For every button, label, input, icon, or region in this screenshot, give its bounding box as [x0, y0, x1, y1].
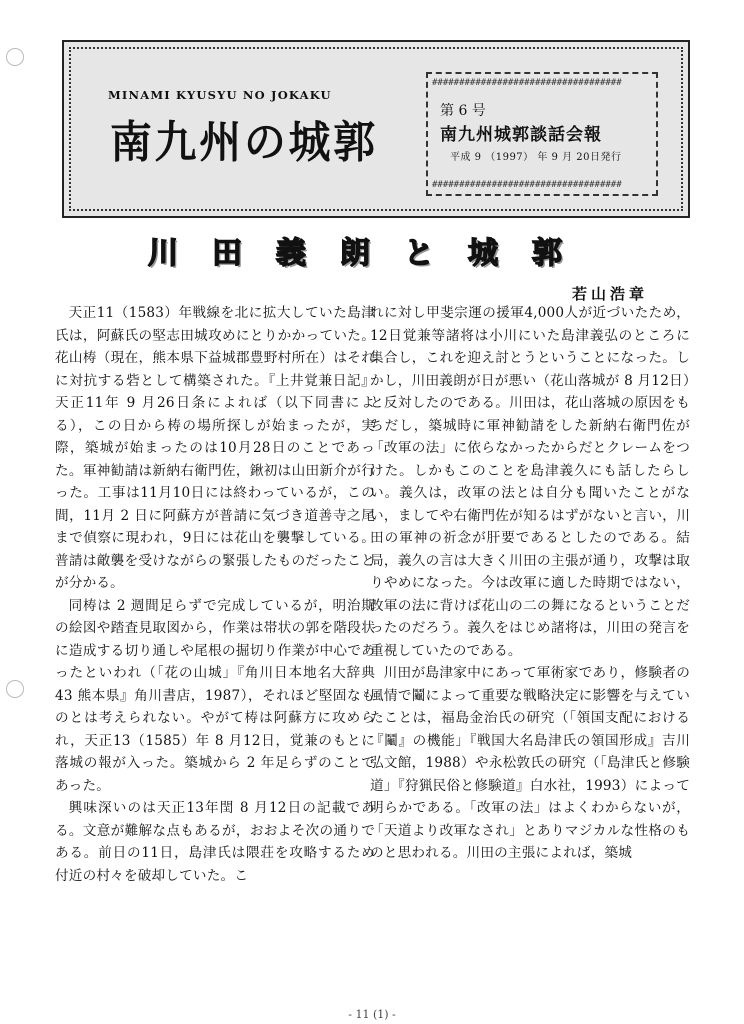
- paragraph: 同梼は 2 週間足らずで完成しているが，明治期の絵図や踏査見取図から，作業は帯状の郭を階段状に造成する切り通しや尾根の掘切り作業が中心であったといわれ（「花の山城」『角川日本地名大辞典 43 熊本県』角川書店，1987），それほど堅固なものとは考えられない。やがて梼は阿蘇方に攻められ，天正13（1585）年 8 月12日，覚兼のもとに落城の報が入った。築城から 2 年足らずのことであった。: [55, 597, 375, 794]
- issue-number: 第 6 号: [440, 103, 486, 119]
- hash-border-top: ###################################: [432, 78, 622, 88]
- masthead-title: 南九州の城郭: [110, 117, 378, 168]
- publication-date: 平成 9 （1997） 年 9 月 20日発行: [450, 152, 622, 163]
- paragraph: れに対し甲斐宗運の援軍4,000人が近づいたため，12日覚兼等諸将は小川にいた島津義弘のところに集合し，これを迎え討とうということになった。しかし，川田義朗が日が悪い（花山落城が 8 月12日）と反対したのである。川田は，花山落城の原因をもちだし，築城時に軍神勧請をした新納右衛門佐が「改軍の法」に依らなかったからだとクレームをつけた。しかもこのことを島津義久にも話したらしい。義久は，改軍の法とは自分も聞いたことがない，ましてや右衛門佐が知るはずがないと言い，川田の軍神の祈念が肝要であるとしたのである。結局，義久の言は大きく川田の主張が通り，攻撃は取りやめになった。今は改軍に適した時期ではない，改軍の法に背けば花山の二の舞になるということだったのだろう。義久をはじめ諸将は，川田の発言を重視していたのである。: [370, 305, 690, 659]
- right-column: [370, 302, 690, 865]
- masthead-english-title: MINAMI KYUSYU NO JOKAKU: [108, 88, 332, 102]
- page-number: - 11 (1) -: [348, 1008, 396, 1021]
- binder-hole-bottom: [6, 680, 24, 698]
- issue-info-box: [426, 72, 658, 196]
- hash-border-bottom: ###################################: [432, 180, 622, 190]
- masthead: [62, 40, 690, 218]
- article-author: 若山浩章: [572, 285, 649, 303]
- binder-hole-top: [6, 48, 24, 66]
- journal-name: 南九州城郭談話会報: [440, 125, 602, 145]
- paragraph: 川田が島津家中にあって軍術家であり，修験者の風情で鬮によって重要な戦略決定に影響を与えていたことは，福島金治氏の研究（「領国支配における『鬮』の機能」『戦国大名島津氏の領国形成』吉川弘文館，1988）や永松敦氏の研究（「島津氏と修験道」『狩猟民俗と修験道』白水社，1993）によって明らかである。「改軍の法」はよくわからないが，「天道より改軍なされ」とありマジカルな性格のものと思われる。川田の主張によれば，築城: [370, 665, 690, 861]
- article-title: 川田義朗と城郭: [148, 236, 596, 271]
- paragraph: 興味深いのは天正13年閏 8 月12日の記載である。文意が難解な点もあるが，おおよそ次の通りである。前日の11日，島津氏は隈荘を攻略するため付近の村々を破却していた。こ: [55, 800, 375, 884]
- left-column: [55, 302, 375, 887]
- paragraph: 天正11（1583）年戦線を北に拡大していた島津氏は，阿蘇氏の堅志田城攻めにとりかかっていた。花山梼（現在，熊本県下益城郡豊野村所在）はそれに対抗する砦として構築された。『上井覚兼日記』天正11年 9 月26日条によれば（以下同書による），この日から梼の場所探しが始まったが，実際，築城が始まったのは10月28日のことであった。軍神勧請は新納右衛門佐，鍬初は山田新介が行った。工事は11月10日には終わっているが，この間，11月 2 日に阿蘇方が普請に気づき道善寺之尾まで偵察に現われ，9日には花山を襲撃している。普請は敵襲を受けながらの緊張したものだったことが分かる。: [55, 305, 375, 591]
